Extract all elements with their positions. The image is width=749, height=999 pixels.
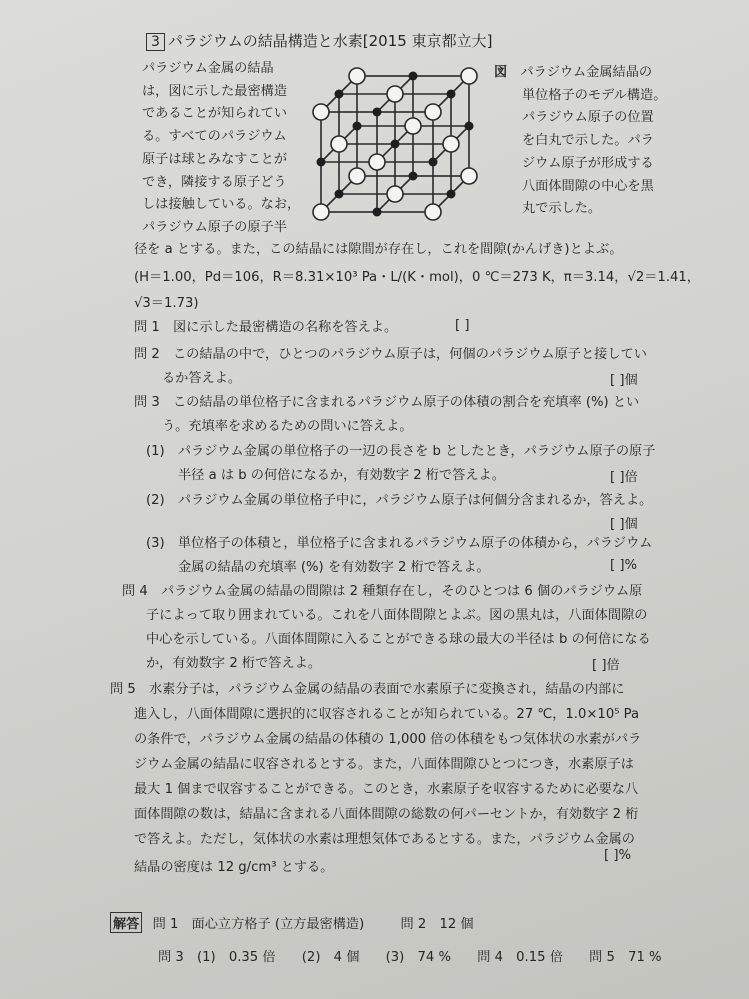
- problem-header: [146, 30, 492, 51]
- pd-atom: [313, 104, 329, 120]
- question-3-1: [146, 440, 655, 464]
- intro-line: 原子は球とみなすことが: [142, 151, 288, 167]
- octahedral-site: [373, 208, 382, 217]
- answer-blank: [ ]: [455, 318, 470, 333]
- q-text: パラジウム金属の単位格子中に，パラジウム原子は何個分含まれるか，答えよ。: [177, 493, 653, 508]
- pd-atom: [405, 118, 421, 134]
- intro-line: パラジウム金属の結晶: [142, 61, 274, 76]
- pd-atom: [461, 68, 477, 84]
- sub-label: (2): [146, 493, 165, 508]
- question-3-3: [146, 532, 652, 556]
- q-text-cont: 面体間隙の数は，結晶に含まれる八面体間隙の総数の何パーセントか，有効数字 2 桁: [134, 807, 639, 822]
- figure-label: 図: [494, 65, 508, 80]
- question-3: [134, 391, 639, 415]
- answer-item: (3) 74 %: [385, 950, 451, 965]
- question-5: [110, 678, 624, 702]
- question-3-2: [146, 489, 652, 513]
- intro-text: [142, 58, 302, 240]
- intro-line: であることが知られてい: [142, 106, 288, 122]
- caption-line: 八面体間隙の中心を黒: [522, 178, 654, 194]
- caption-line: を白丸で示した。パラ: [522, 133, 654, 149]
- intro-continue: 径を a とする。また，この結晶には隙間が存在し，これを間隙(かんげき)とよぶ。: [134, 242, 623, 257]
- q-text-cont: ジウム金属の結晶に収容されるとする。また，八面体間隙ひとつにつき，水素原子は: [134, 757, 634, 772]
- pd-atom: [443, 136, 459, 152]
- answer-item: 問 3 (1) 0.35 倍: [158, 950, 276, 965]
- caption-line: パラジウム原子の位置: [522, 110, 654, 126]
- q-label: 問 4: [122, 584, 148, 599]
- answer-item: (2) 4 個: [301, 950, 360, 965]
- q-text-cont: 金属の結晶の充填率 (%) を有効数字 2 桁で答えよ。: [178, 560, 490, 575]
- answer-item: 問 1 面心立方格子 (立方最密構造): [152, 917, 365, 932]
- pd-atom: [313, 204, 329, 220]
- q-text-cont: 中心を示している。八面体間隙に入ることができる球の最大の半径は b の何倍になる: [146, 632, 651, 647]
- q-text: パラジウム金属の結晶の間隙は 2 種類存在し，そのひとつは 6 個のパラジウム原: [160, 584, 643, 599]
- q-text: この結晶の中で，ひとつのパラジウム原子は，何個のパラジウム原子と接してい: [172, 347, 647, 362]
- constants-line: (H＝1.00，Pd＝106，R＝8.31×10³ Pa・L/(K・mol)，0 ℃＝273 K，π＝3.14，√2＝1.41，: [134, 270, 700, 285]
- answer-blank: [ ]倍: [592, 658, 620, 673]
- answer-blank: [ ]%: [604, 848, 632, 863]
- problem-source: [2015 東京都立大]: [362, 32, 493, 50]
- octahedral-site: [409, 72, 418, 81]
- problem-title: パラジウムの結晶構造と水素: [167, 32, 363, 50]
- sub-label: (1): [146, 444, 165, 459]
- caption-line-first: パラジウム金属結晶の: [520, 65, 653, 80]
- answers-row-2: [158, 946, 662, 965]
- q-label: 問 1: [134, 320, 160, 335]
- answer-blank: [ ]個: [610, 517, 638, 532]
- q-text-cont: う。充填率を求めるための問いに答えよ。: [162, 419, 413, 434]
- answer-item: 問 5 71 %: [589, 950, 662, 965]
- figure-caption: [494, 62, 694, 221]
- q-text: パラジウム金属の単位格子の一辺の長さを b としたとき，パラジウム原子の原子: [177, 444, 656, 459]
- caption-line: [494, 62, 694, 85]
- pd-atom: [349, 68, 365, 84]
- sub-label: (3): [146, 536, 165, 551]
- caption-line: 単位格子のモデル構造。: [522, 87, 667, 103]
- q-label: 問 2: [134, 347, 160, 362]
- intro-line: パラジウム原子の原子半: [142, 219, 287, 235]
- problem-number: 3: [146, 33, 165, 51]
- question-2: [134, 343, 647, 367]
- q-text-cont: 進入し，八面体間隙に選択的に収容されることが知られている。27 ℃，1.0×10⁵ Pa: [134, 707, 640, 722]
- pd-atom: [331, 136, 347, 152]
- q-text-cont: 子によって取り囲まれている。これを八面体間隙とよぶ。図の黒丸は，八面体間隙の: [146, 608, 648, 623]
- octahedral-site: [409, 172, 418, 181]
- caption-line: ジウム原子が形成する: [522, 155, 654, 171]
- question-1: [134, 316, 397, 340]
- answers-label: 解答: [110, 912, 142, 933]
- q-text-cont: か，有効数字 2 桁で答えよ。: [146, 656, 322, 671]
- q-text-cont: 最大 1 個まで収容することができる。このとき，水素原子を収容するために必要な八: [134, 782, 639, 797]
- pd-atom: [425, 204, 441, 220]
- unit-cell-figure: [305, 64, 490, 224]
- pd-atom: [461, 168, 477, 184]
- pd-atom: [369, 154, 385, 170]
- octahedral-site: [465, 122, 474, 131]
- octahedral-site: [447, 190, 456, 199]
- pd-atom: [387, 186, 403, 202]
- q-text-cont: で答えよ。ただし，気体状の水素は理想気体であるとする。また，パラジウム金属の: [134, 832, 635, 847]
- intro-line: は，図に示した最密構造: [142, 83, 288, 99]
- pd-atom: [349, 168, 365, 184]
- q-text-cont: るか答えよ。: [162, 371, 242, 386]
- pd-atom: [387, 86, 403, 102]
- q-text: この結晶の単位格子に含まれるパラジウム原子の体積の割合を充填率 (%) とい: [172, 395, 640, 410]
- q-text: 図に示した最密構造の名称を答えよ。: [172, 320, 398, 335]
- answer-blank: [ ]%: [610, 558, 638, 573]
- question-4: [122, 580, 642, 604]
- octahedral-site: [391, 140, 400, 149]
- q-label: 問 5: [110, 682, 136, 697]
- q-text-cont: 半径 a は b の何倍になるか，有効数字 2 桁で答えよ。: [178, 468, 505, 483]
- intro-line: る。すべてのパラジウム: [142, 129, 287, 145]
- q-text-cont: の条件で，パラジウム金属の結晶の体積の 1,000 倍の体積をもつ気体状の水素がパラ: [134, 732, 642, 747]
- q-text-cont: 結晶の密度は 12 g/cm³ とする。: [134, 860, 334, 875]
- q-label: 問 3: [134, 395, 160, 410]
- q-text: 水素分子は，パラジウム金属の結晶の表面で水素原子に変換され，結晶の内部に: [148, 682, 625, 697]
- q-text: 単位格子の体積と，単位格子に含まれるパラジウム原子の体積から，パラジウム: [177, 536, 653, 551]
- answer-item: 問 2 12 個: [400, 917, 474, 932]
- answer-item: 問 4 0.15 倍: [477, 950, 563, 965]
- pd-atom: [425, 104, 441, 120]
- octahedral-site: [317, 158, 326, 167]
- intro-line: でき，隣接する原子どう: [142, 174, 287, 190]
- intro-line: しは接触している。なお，: [142, 197, 301, 213]
- octahedral-site: [335, 190, 344, 199]
- answer-blank: [ ]個: [610, 373, 638, 388]
- answers-row-1: [110, 912, 474, 933]
- octahedral-site: [447, 90, 456, 99]
- octahedral-site: [429, 158, 438, 167]
- octahedral-site: [353, 122, 362, 131]
- octahedral-site: [373, 108, 382, 117]
- caption-line: 丸で示した。: [522, 201, 602, 217]
- octahedral-site: [335, 90, 344, 99]
- constants-line: √3＝1.73): [134, 296, 199, 311]
- answer-blank: [ ]倍: [610, 470, 638, 485]
